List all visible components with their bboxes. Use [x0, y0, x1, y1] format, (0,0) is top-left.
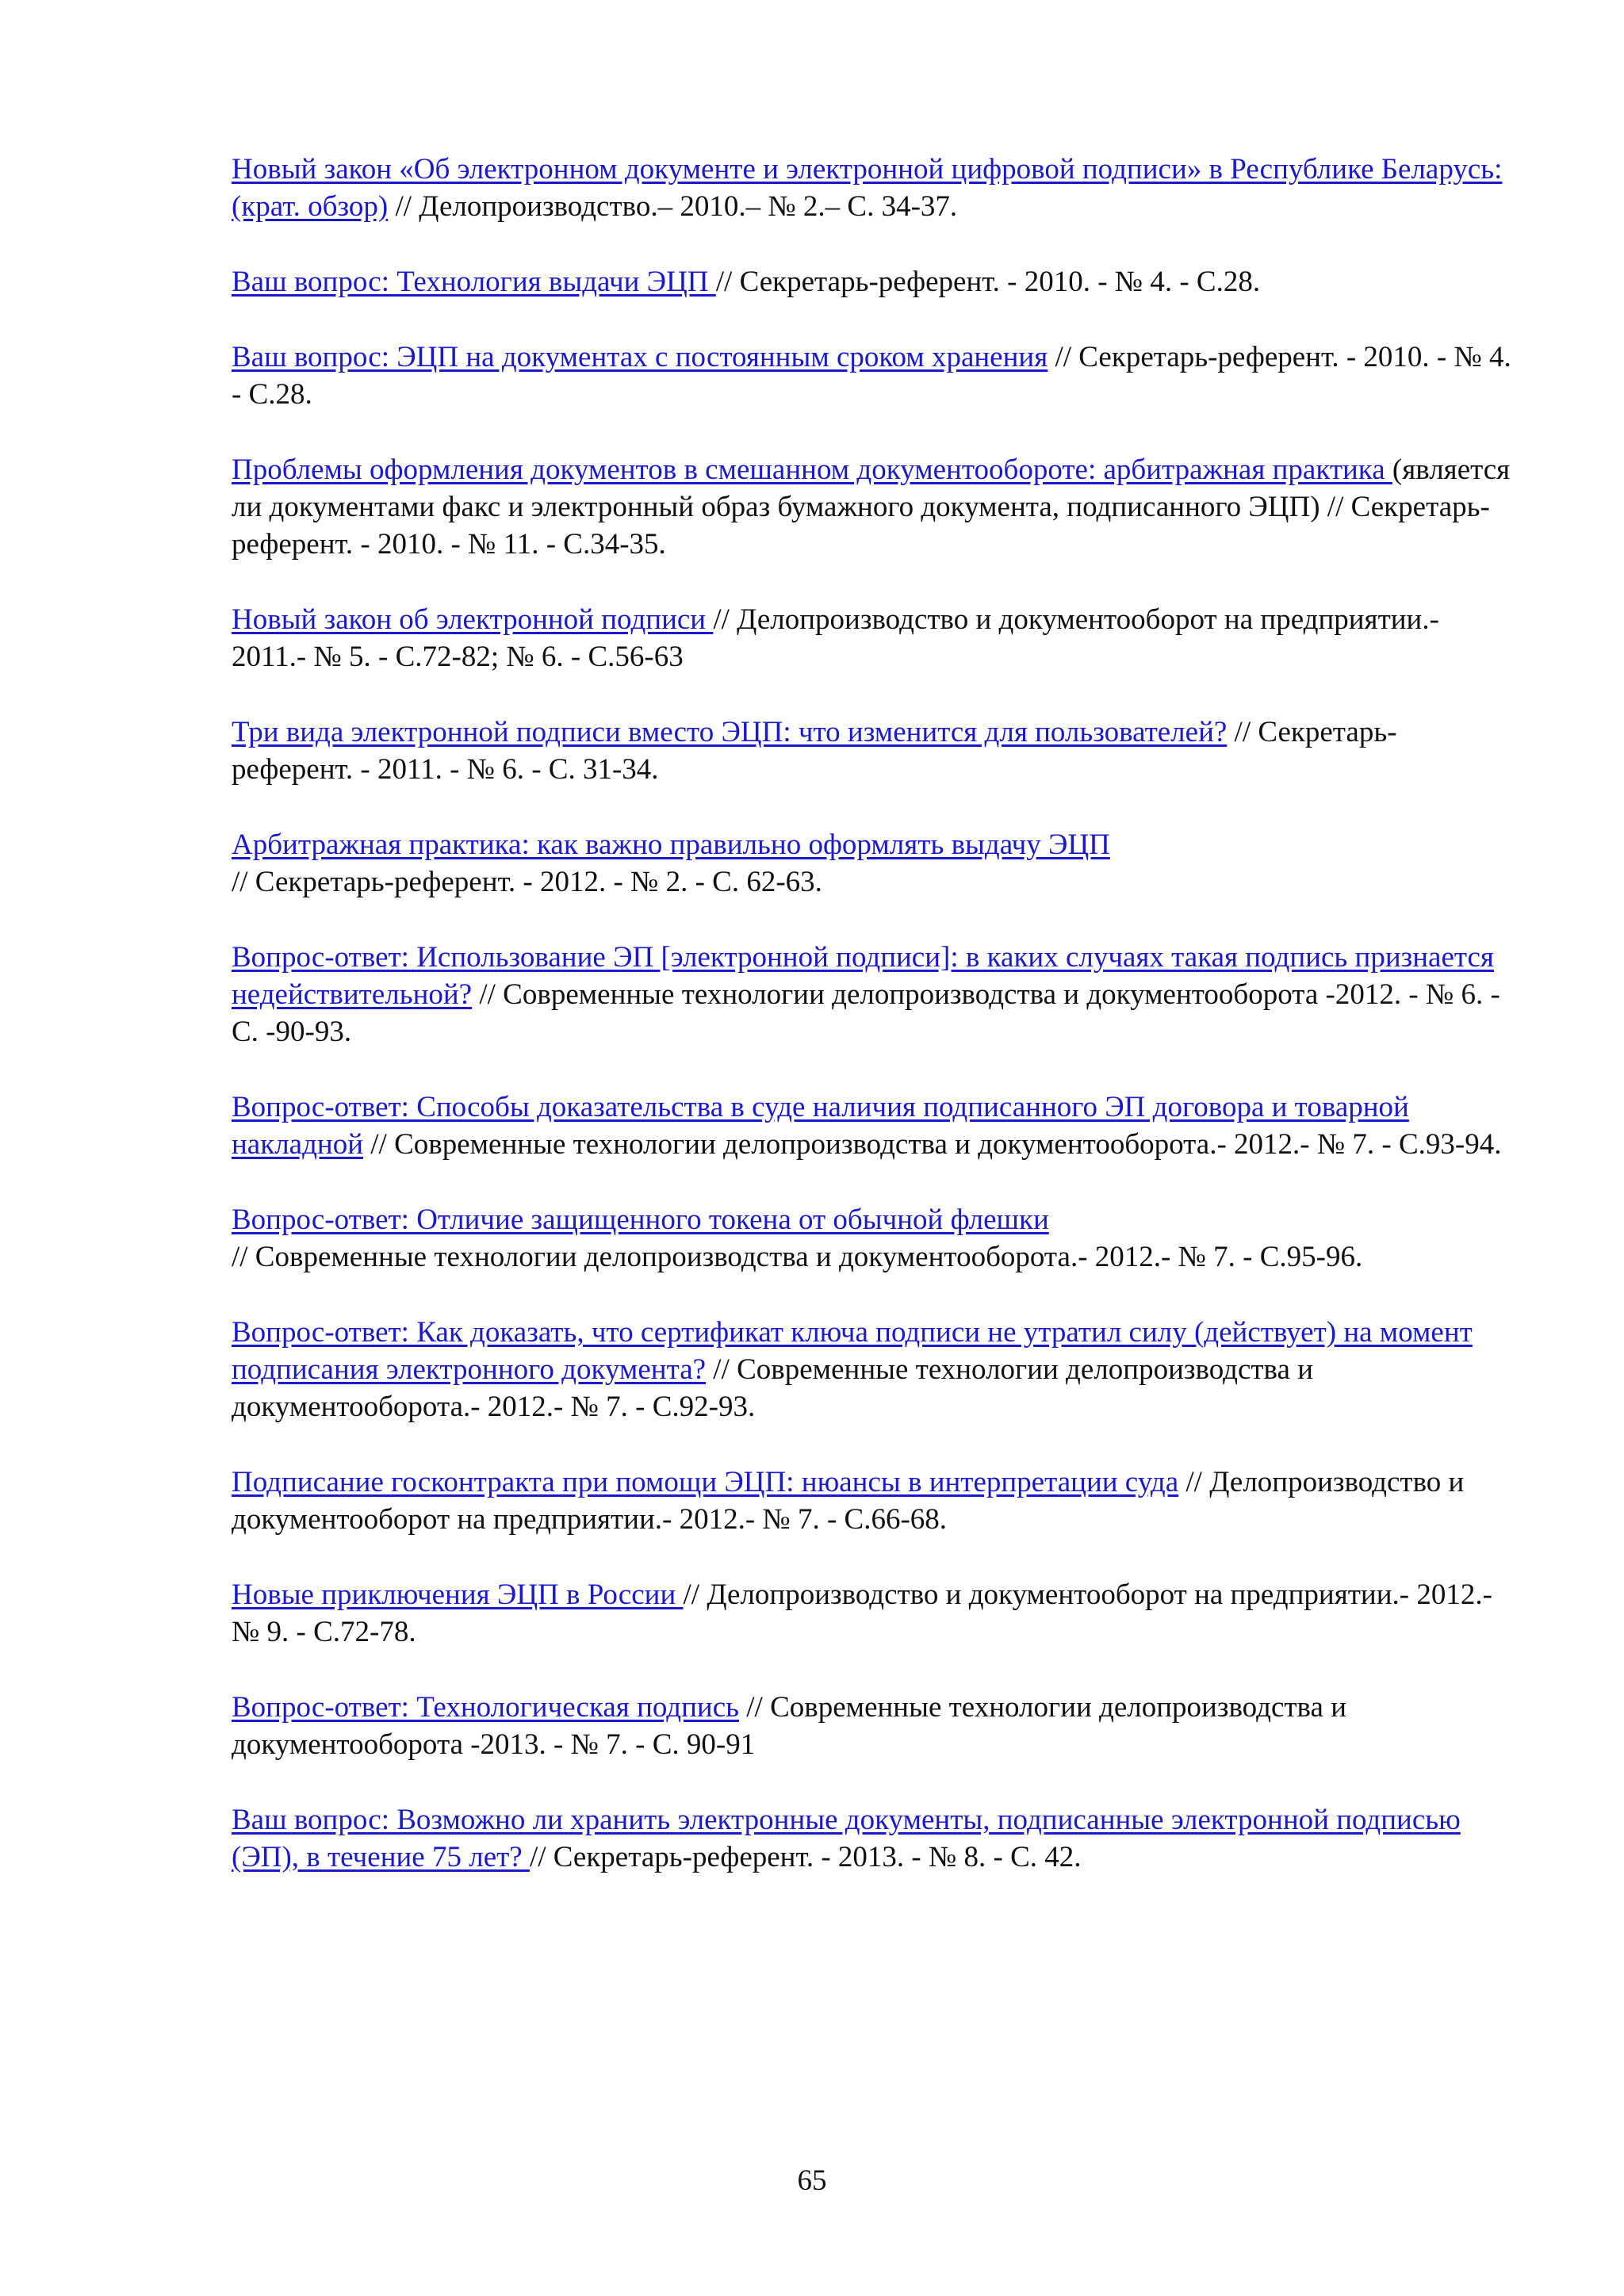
entry-9-link[interactable]: Вопрос-ответ: Способы доказательства в суде наличия подписанного ЭП договора и товарной накладной	[232, 1091, 1409, 1161]
entry-1-source: // Делопроизводство.– 2010.– № 2.– С. 34-37.	[388, 190, 958, 223]
entry-13-link[interactable]: Новые приключения ЭЦП в России	[232, 1578, 684, 1611]
entry-9-source: // Современные технологии делопроизводства и документооборота.- 2012.- № 7. - С.93-94.	[363, 1128, 1502, 1161]
entry-6-link[interactable]: Три вида электронной подписи вместо ЭЦП: что изменится для пользователей?	[232, 716, 1228, 748]
bibliography-entry-8	[232, 939, 1516, 1050]
bibliography-entry-10	[232, 1201, 1516, 1276]
entry-3-link[interactable]: Ваш вопрос: ЭЦП на документах с постоянным сроком хранения	[232, 341, 1048, 373]
entry-5-link[interactable]: Новый закон об электронной подписи	[232, 603, 714, 636]
bibliography-entry-5	[232, 601, 1516, 675]
entry-12-source: // Делопроизводство и документооборот на предприятии.- 2012.- № 7. - С.66-68.	[232, 1466, 1465, 1536]
entry-7-source: // Секретарь-референт. - 2012. - № 2. - С. 62-63.	[232, 866, 822, 898]
entry-2-link[interactable]: Ваш вопрос: Технология выдачи ЭЦП	[232, 266, 716, 298]
entry-11-source: // Современные технологии делопроизводства и документооборота.- 2012.- № 7. - С.92-93.	[232, 1353, 1314, 1423]
entry-8-link[interactable]: Вопрос-ответ: Использование ЭП [электронной подписи]: в каких случаях такая подпись признается недействительной?	[232, 941, 1494, 1011]
entry-14-link[interactable]: Вопрос-ответ: Технологическая подпись	[232, 1691, 740, 1724]
entry-10-link[interactable]: Вопрос-ответ: Отличие защищенного токена от обычной флешки	[232, 1203, 1049, 1236]
entry-13-source: // Делопроизводство и документооборот на предприятии.- 2012.- № 9. - С.72-78.	[232, 1578, 1492, 1648]
entry-11-link[interactable]: Вопрос-ответ: Как доказать, что сертификат ключа подписи не утратил силу (действует) на момент подписания электронного документа?	[232, 1316, 1473, 1386]
bibliography-entry-13	[232, 1576, 1516, 1651]
bibliography-entry-7	[232, 826, 1516, 901]
bibliography-entry-2	[232, 263, 1516, 300]
bibliography-list	[232, 151, 1516, 1914]
bibliography-entry-6	[232, 714, 1516, 788]
entry-7-link[interactable]: Арбитражная практика: как важно правильно оформлять выдачу ЭЦП	[232, 828, 1110, 861]
entry-8-source: // Современные технологии делопроизводства и документооборота -2012. - № 6. - С. -90-93.	[232, 978, 1500, 1048]
entry-1-link[interactable]: Новый закон «Об электронном документе и электронной цифровой подписи» в Республике Беларусь: (крат. обзор)	[232, 153, 1503, 223]
bibliography-entry-14	[232, 1689, 1516, 1763]
bibliography-entry-12	[232, 1464, 1516, 1538]
entry-4-link[interactable]: Проблемы оформления документов в смешанном документообороте: арбитражная практика	[232, 453, 1392, 486]
entry-15-source: // Секретарь-референт. - 2013. - № 8. - С. 42.	[529, 1841, 1082, 1873]
entry-6-source: // Секретарь-референт. - 2011. - № 6. - С. 31-34.	[232, 716, 1397, 786]
entry-3-source: // Секретарь-референт. - 2010. - № 4. - С.28.	[232, 341, 1511, 411]
bibliography-entry-11	[232, 1314, 1516, 1425]
entry-5-source: // Делопроизводство и документооборот на предприятии.- 2011.- № 5. - С.72-82; № 6. - С.56-63	[232, 603, 1439, 673]
entry-12-link[interactable]: Подписание госконтракта при помощи ЭЦП: нюансы в интерпретации суда	[232, 1466, 1179, 1498]
page-number: 65	[797, 2164, 827, 2197]
bibliography-entry-9	[232, 1089, 1516, 1163]
entry-14-source: // Современные технологии делопроизводства и документооборота -2013. - № 7. - С. 90-91	[232, 1691, 1346, 1761]
bibliography-entry-1	[232, 151, 1516, 225]
entry-4-source: (является ли документами факс и электронный образ бумажного документа, подписанного ЭЦП) // Секретарь-референт. - 2010. - № 11. - С.34-35.	[232, 453, 1511, 561]
bibliography-entry-4	[232, 451, 1516, 563]
entry-2-source: // Секретарь-референт. - 2010. - № 4. - С.28.	[715, 266, 1261, 298]
entry-10-source: // Современные технологии делопроизводства и документооборота.- 2012.- № 7. - С.95-96.	[232, 1241, 1363, 1273]
bibliography-entry-15	[232, 1801, 1516, 1876]
entry-15-link[interactable]: Ваш вопрос: Возможно ли хранить электронные документы, подписанные электронной подписью (ЭП), в течение 75 лет?	[232, 1804, 1461, 1873]
bibliography-entry-3	[232, 339, 1516, 413]
